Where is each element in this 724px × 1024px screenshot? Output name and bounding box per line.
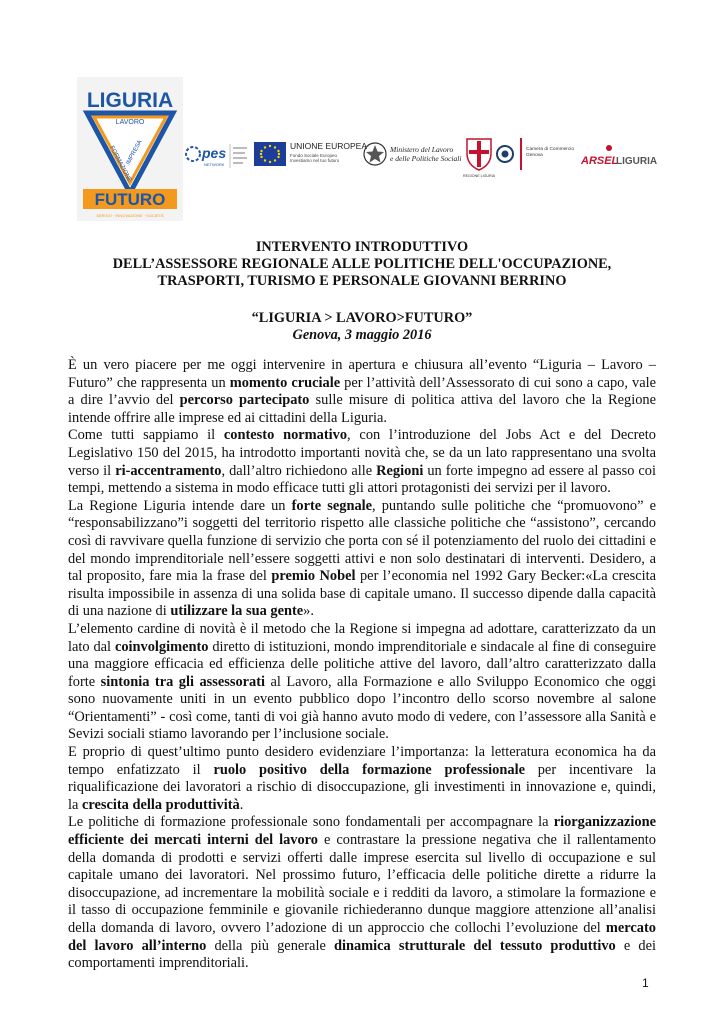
paragraph: Come tutti sappiamo il contesto normativo, con l’introduzione del Jobs Act e del Decreto Legislativo 150 del 2015, ha introdotto importanti novità che, se da un lato rappresentano una svolta verso il ri-accentramento, dall’altro richiedono alle Regioni un forte impegno ad essere al passo coi tempi, mettendo a sistema in modo efficace tutti gli attori protagonisti dei servizi per il lavoro. <box>68 427 656 497</box>
liguria-lavoro-futuro-logo <box>77 77 183 221</box>
ministry-line1: Ministero del Lavoro <box>390 145 454 154</box>
pes-sub-label: NETWORK <box>204 162 225 167</box>
logo-impresa-text: IMPRESA <box>125 139 144 166</box>
paragraph: La Regione Liguria intende dare un forte segnale, puntando sulle politiche che “promuovono” e “responsabilizzano”i soggetti del territorio rispetto alle classiche politiche che “assistono”, cercando così di ravvivare quella funzione di servizio che porta con sé il potenziamento del ruolo dei cittadini e del mondo imprenditoriale nell’essere soggetti attivi e non solo destinatari di interventi. Desidero, a tal proposito, fare mia la frase del premio Nobel per l’economia nel 1992 Gary Becker:«La crescita risulta impossibile in assenza di una solida base di capitale umano. Il successo dipende dalla capacità di una nazione di utilizzare la sua gente». <box>68 497 656 620</box>
ministry-line2: e delle Politiche Sociali <box>390 154 462 163</box>
pes-label: pes <box>202 145 227 161</box>
eu-flag-logo <box>254 141 367 166</box>
bold-phrase: ruolo positivo della formazione professionale <box>213 761 525 778</box>
document-body <box>68 357 656 973</box>
document-title <box>60 239 664 290</box>
title-line-3: TRASPORTI, TURISMO E PERSONALE GIOVANNI BERRINO <box>157 273 567 289</box>
bold-phrase: forte segnale <box>291 497 373 514</box>
arsel-liguria-logo <box>580 145 657 167</box>
arsel-label: ARSEL <box>581 155 619 167</box>
camera-line1: Camera di Commercio <box>526 147 574 152</box>
logo-liguria-text: LIGURIA <box>86 89 174 112</box>
bold-phrase: utilizzare la sua gente <box>170 603 304 620</box>
paragraph: È un vero piacere per me oggi intervenire in apertura e chiusura all’evento “Liguria – Lavoro – Futuro” che rappresenta un momento cruciale per l’attività dell’Assessorato di cui sono a capo, vale a dire l’avvio del percorso partecipato sulle misure di politica attiva del lavoro che la Regione intende offrire alle imprese ed ai cittadini della Liguria. <box>68 357 657 426</box>
title-line-1: INTERVENTO INTRODUTTIVO <box>255 239 469 255</box>
page-number: 1 <box>642 976 649 990</box>
bold-phrase: dinamica strutturale del tessuto produttivo <box>333 937 616 954</box>
pes-logo <box>186 144 247 168</box>
regione-label: REGIONE LIGURIA <box>463 174 495 178</box>
ministry-logo <box>364 143 461 165</box>
partner-logos-strip <box>183 128 659 178</box>
paragraph: E proprio di quest’ultimo punto desidero evidenziare l’importanza: la letteratura economica ha da tempo enfatizzato il ruolo positivo della formazione professionale per incentivare la riqualificazione dei lavoratori a rischio di disoccupazione, gli investimenti in innovazione e, quindi, la crescita della produttività. <box>68 744 656 813</box>
bold-phrase: coinvolgimento <box>114 638 209 655</box>
eu-line1: Fondo Sociale Europeo <box>290 153 338 158</box>
arsel-gear-icon <box>606 145 612 151</box>
event-heading <box>60 310 664 344</box>
eu-line2: Investiamo nel tuo futuro <box>290 158 340 163</box>
logo-tagline-text: SERVIZI · INNOVAZIONE · SOCIETÀ <box>96 213 164 218</box>
bold-phrase: mercato del lavoro all’interno <box>68 920 656 954</box>
logo-futuro-text: FUTURO <box>94 190 166 209</box>
bold-phrase: premio Nobel <box>271 568 356 585</box>
logo-formazione-text: FORMAZIONE <box>108 145 133 184</box>
paragraph: Le politiche di formazione professionale sono fondamentali per accompagnare la riorganizzazione efficiente dei mercati interni del lavoro e contrastare la pressione negativa che il rallentamento della domanda di prodotti e servizi offerti dalle imprese esercita sul livello di occupazione e sul capitale umano dei lavoratori. Nel prossimo futuro, l’efficacia delle politiche dirette a ridurre la disoccupazione, ad incrementare la mobilità sociale e i redditi da lavoro, a stimolare la formazione e il tasso di occupazione femminile e giovanile richiederanno dunque maggiore attenzione all’analisi della domanda di lavoro, ovvero l’adozione di un approccio che collochi l’evoluzione del mercato del lavoro all’interno della più generale dinamica strutturale del tessuto produttivo e dei comportamenti imprenditoriali. <box>68 814 656 972</box>
arsel-liguria-label: LIGURIA <box>616 156 658 167</box>
event-date: Genova, 3 maggio 2016 <box>292 327 432 343</box>
paragraph: L’elemento cardine di novità è il metodo che la Regione si impegna ad adottare, caratterizzato da un lato dal coinvolgimento diretto di istituzioni, mondo imprenditoriale e sindacale al fine di conseguire una maggiore efficacia ed efficienza delle politiche attive del lavoro, dall’altro caratterizzato dalla forte sintonia tra gli assessorati al Lavoro, alla Formazione e allo Sviluppo Economico che oggi sono nuovamente uniti in un evento pubblico dopo l’incontro dello scorso novembre al salone “Orientamenti” - così come, tanti di voi già hanno avuto modo di vedere, con l’assessore alla Sanità e Sevizi sociali stiamo lavorando per l’inclusione sociale. <box>68 620 657 743</box>
logo-lavoro-text: LAVORO <box>115 119 145 126</box>
bold-phrase: crescita della produttività <box>81 796 240 813</box>
bold-phrase: riorganizzazione efficiente dei mercati interni del lavoro <box>68 814 656 849</box>
title-line-2: DELL’ASSESSORE REGIONALE ALLE POLITICHE DELL'OCCUPAZIONE, <box>112 256 612 272</box>
bold-phrase: Regioni <box>376 462 424 479</box>
bold-phrase: momento cruciale <box>229 374 341 391</box>
bold-phrase: contesto normativo <box>223 427 348 444</box>
event-name: “LIGURIA > LAVORO>FUTURO” <box>251 310 473 326</box>
eu-title: UNIONE EUROPEA <box>290 141 367 151</box>
bold-phrase: sintonia tra gli assessorati <box>100 673 266 690</box>
bold-phrase: percorso partecipato <box>179 392 310 409</box>
italian-emblem-icon <box>364 143 386 165</box>
camera-commercio-logo <box>497 138 574 170</box>
regione-liguria-logo <box>463 139 496 178</box>
camera-line2: Genova <box>526 153 543 158</box>
bold-phrase: ri-accentramento <box>115 462 222 479</box>
